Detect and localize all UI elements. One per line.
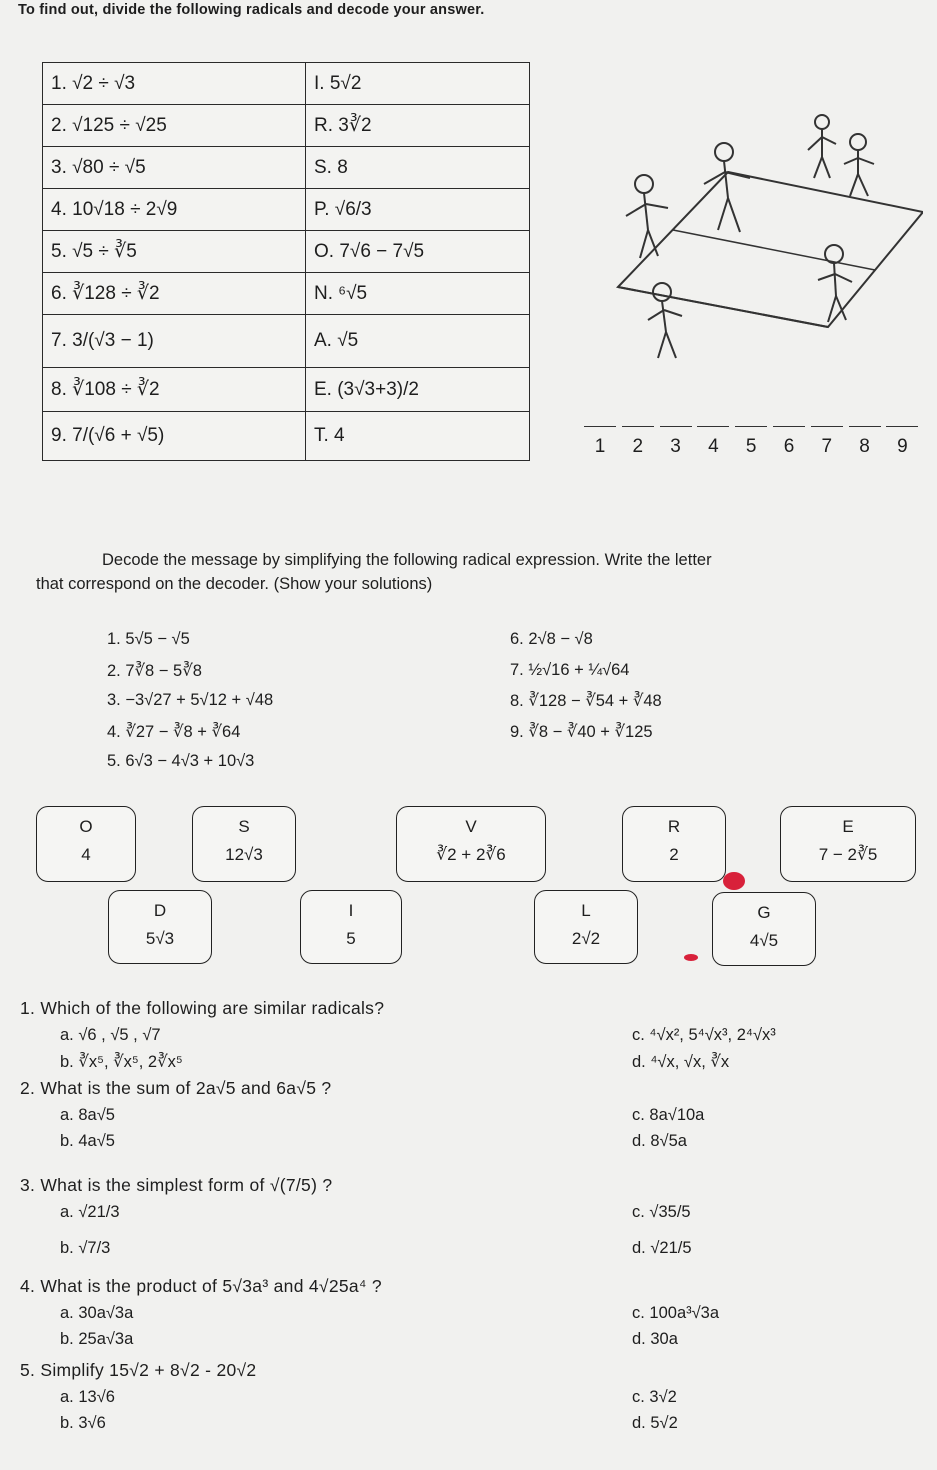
key-answer-letter: S. 8: [306, 147, 530, 189]
blank-number: 7: [821, 436, 833, 457]
answer-blank[interactable]: [622, 412, 654, 427]
choice-c[interactable]: c. √35/5: [632, 1203, 691, 1221]
decode-item: 7. ½√16 + ¼√64: [510, 660, 630, 679]
decode-item: 1. 5√5 − √5: [107, 630, 190, 648]
choice-b[interactable]: b. ∛x⁵, ∛x⁵, 2∛x⁵: [60, 1053, 183, 1071]
decoder-value: ∛2 + 2∛6: [436, 845, 506, 864]
decoder-letter: S: [238, 817, 250, 836]
decoder-box: [36, 806, 136, 882]
key-answer-letter: O. 7√6 − 7√5: [306, 231, 530, 273]
choice-a[interactable]: a. 30a√3a: [60, 1304, 134, 1322]
decoder-value: 5√3: [145, 929, 175, 948]
key-problem: 6. ∛128 ÷ ∛2: [43, 273, 306, 315]
decoder-letter: G: [757, 903, 771, 922]
decode-item: 4. ∛27 − ∛8 + ∛64: [107, 722, 241, 741]
red-ink-mark: [684, 954, 698, 961]
intro-instruction: To find out, divide the following radicals and decode your answer.: [18, 2, 485, 18]
decoder-letter: I: [348, 901, 354, 920]
decoder-letter: V: [465, 817, 477, 836]
decoder-box: [780, 806, 916, 882]
children-playing-illustration: [578, 112, 923, 362]
answer-blank[interactable]: [886, 412, 918, 427]
decoder-letter: R: [667, 817, 681, 836]
decoder-letter: L: [581, 901, 591, 920]
decode-item: 9. ∛8 − ∛40 + ∛125: [510, 722, 653, 741]
choice-d[interactable]: d. 30a: [632, 1330, 678, 1348]
key-answer-letter: I. 5√2: [306, 63, 530, 105]
choice-d[interactable]: d. ⁴√x, √x, ∛x: [632, 1053, 730, 1071]
choice-c[interactable]: c. 3√2: [632, 1388, 677, 1406]
question-text: 5. Simplify 15√2 + 8√2 - 20√2: [20, 1360, 257, 1380]
decoder-value: 2: [669, 845, 679, 864]
answer-blank[interactable]: [697, 412, 729, 427]
key-problem: 1. √2 ÷ √3: [43, 63, 306, 105]
key-problem: 3. √80 ÷ √5: [43, 147, 306, 189]
blank-number: 9: [897, 436, 908, 457]
blank-number: 8: [859, 436, 870, 457]
key-answer-letter: E. (3√3+3)/2: [306, 368, 530, 412]
choice-a[interactable]: a. √21/3: [60, 1203, 120, 1221]
key-table-row: [43, 273, 530, 315]
decoder-box: [712, 892, 816, 966]
question-text: 2. What is the sum of 2a√5 and 6a√5 ?: [20, 1078, 332, 1098]
decode-instructions: [36, 548, 926, 596]
decoder-box: [534, 890, 638, 964]
choice-c[interactable]: c. ⁴√x², 5⁴√x³, 2⁴√x³: [632, 1026, 776, 1044]
blank-number: 1: [594, 436, 606, 457]
key-answer-letter: T. 4: [306, 412, 530, 461]
blank-number: 5: [745, 436, 757, 457]
answer-blank[interactable]: [849, 412, 881, 427]
answer-blank[interactable]: [584, 412, 616, 427]
key-table-row: [43, 105, 530, 147]
choice-b[interactable]: b. 25a√3a: [60, 1330, 134, 1348]
red-ink-mark: [723, 872, 745, 890]
choice-a[interactable]: a. √6 , √5 , √7: [60, 1026, 161, 1044]
key-answer-letter: R. 3∛2: [306, 105, 530, 147]
decoder-value: 4: [81, 845, 91, 864]
answer-blank[interactable]: [735, 412, 767, 427]
decode-line-2: that correspond on the decoder. (Show your solutions): [36, 575, 433, 593]
choice-a[interactable]: a. 8a√5: [60, 1106, 115, 1124]
choice-a[interactable]: a. 13√6: [60, 1388, 115, 1406]
decode-item: 2. 7∛8 − 5∛8: [107, 661, 202, 680]
blank-number: 4: [708, 436, 719, 457]
blank-number: 3: [670, 436, 681, 457]
decoder-value: 12√3: [225, 845, 263, 864]
decoder-value: 4√5: [749, 931, 779, 950]
key-answer-letter: N. ⁶√5: [306, 273, 530, 315]
decode-line-1: Decode the message by simplifying the following radical expression. Write the letter: [102, 551, 712, 569]
key-problem: 5. √5 ÷ ∛5: [43, 231, 306, 273]
key-table-row: [43, 63, 530, 105]
key-table-row: [43, 315, 530, 368]
choice-d[interactable]: d. 5√2: [632, 1414, 678, 1432]
choice-c[interactable]: c. 100a³√3a: [632, 1304, 720, 1322]
decoder-box: [300, 890, 402, 964]
decoder-value: 5: [346, 929, 356, 948]
question-text: 3. What is the simplest form of √(7/5) ?: [20, 1175, 333, 1195]
choice-b[interactable]: b. 3√6: [60, 1414, 106, 1432]
key-problem: 2. √125 ÷ √25: [43, 105, 306, 147]
key-problem: 9. 7/(√6 + √5): [43, 412, 306, 461]
key-table-row: [43, 412, 530, 461]
answer-blank[interactable]: [811, 412, 843, 427]
answer-blanks: [584, 412, 924, 460]
decoder-letter: O: [79, 817, 93, 836]
choice-b[interactable]: b. √7/3: [60, 1239, 111, 1257]
answer-blank[interactable]: [660, 412, 692, 427]
answer-blank[interactable]: [773, 412, 805, 427]
decoder-box: [192, 806, 296, 882]
question-text: 4. What is the product of 5√3a³ and 4√25a⁴ ?: [20, 1276, 382, 1296]
key-answer-letter: A. √5: [306, 315, 530, 368]
decoder-box: [396, 806, 546, 882]
blank-number: 6: [783, 436, 795, 457]
decoder-box: [622, 806, 726, 882]
key-table-row: [43, 368, 530, 412]
key-answer-letter: P. √6/3: [306, 189, 530, 231]
choice-d[interactable]: d. 8√5a: [632, 1132, 687, 1150]
decode-item: 3. −3√27 + 5√12 + √48: [107, 691, 274, 709]
decoder-letter: D: [153, 901, 167, 920]
key-table-row: [43, 231, 530, 273]
decode-item: 8. ∛128 − ∛54 + ∛48: [510, 692, 662, 710]
decoder-letter: E: [842, 817, 854, 836]
key-problem: 4. 10√18 ÷ 2√9: [43, 189, 306, 231]
blank-number: 2: [632, 436, 644, 457]
key-problem: 8. ∛108 ÷ ∛2: [43, 368, 306, 412]
decoder-box: [108, 890, 212, 964]
choice-b[interactable]: b. 4a√5: [60, 1132, 115, 1150]
key-table-row: [43, 189, 530, 231]
choice-d[interactable]: d. √21/5: [632, 1239, 692, 1257]
decode-item: 6. 2√8 − √8: [510, 630, 593, 648]
decoder-value: 2√2: [571, 929, 601, 948]
decoder-value: 7 − 2∛5: [818, 845, 878, 864]
decode-item: 5. 6√3 − 4√3 + 10√3: [107, 752, 255, 770]
key-problem: 7. 3/(√3 − 1): [43, 315, 306, 368]
key-table-row: [43, 147, 530, 189]
radical-key-table: [42, 62, 530, 461]
question-text: 1. Which of the following are similar radicals?: [20, 998, 385, 1018]
choice-c[interactable]: c. 8a√10a: [632, 1106, 705, 1124]
